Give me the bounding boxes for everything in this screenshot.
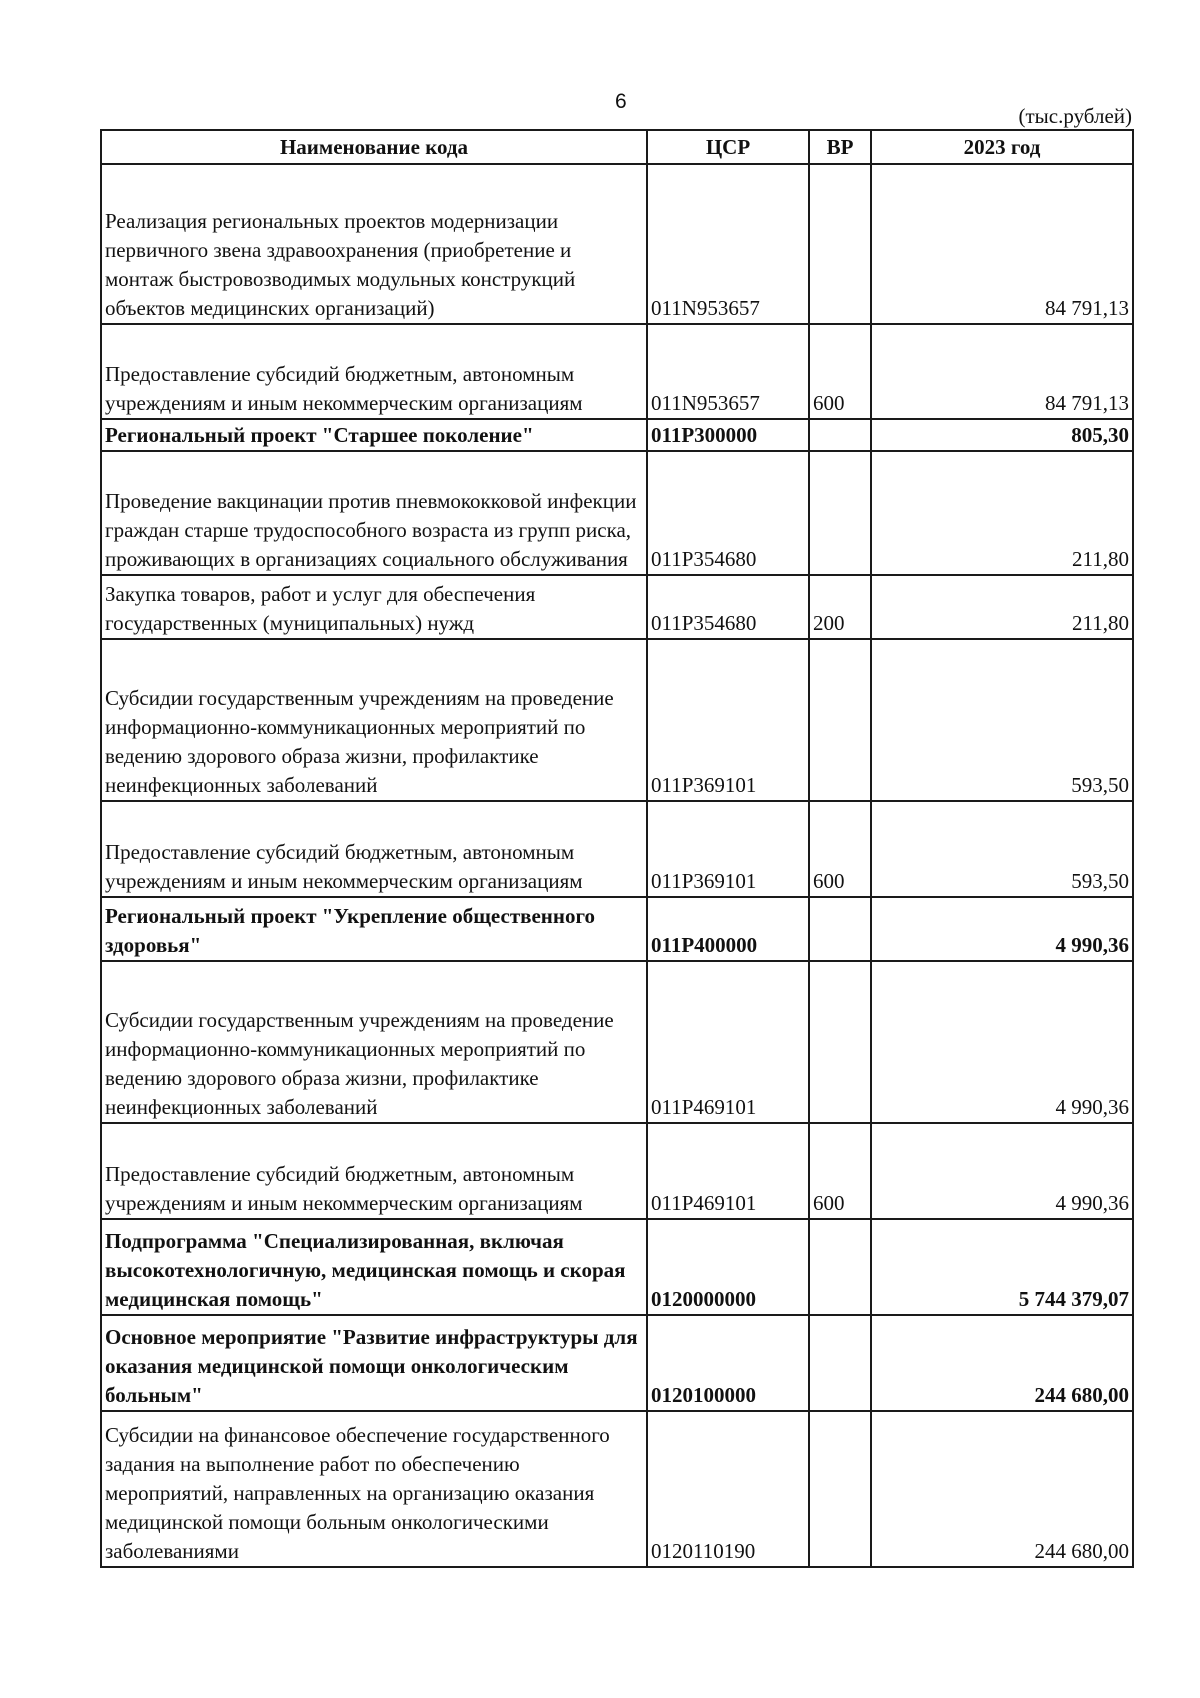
row-vr bbox=[809, 961, 871, 1123]
table-row bbox=[101, 451, 1133, 575]
row-vr: 600 bbox=[809, 801, 871, 897]
row-name: Предоставление субсидий бюджетным, автономным учреждениям и иным некоммерческим организациям bbox=[101, 324, 647, 419]
table-row bbox=[101, 1411, 1133, 1567]
row-amount: 211,80 bbox=[871, 451, 1133, 575]
row-amount: 593,50 bbox=[871, 801, 1133, 897]
row-amount: 244 680,00 bbox=[871, 1411, 1133, 1567]
row-csr: 0120110190 bbox=[647, 1411, 809, 1567]
header-vr: ВР bbox=[809, 130, 871, 164]
row-vr: 600 bbox=[809, 324, 871, 419]
header-year: 2023 год bbox=[871, 130, 1133, 164]
row-vr bbox=[809, 1219, 871, 1315]
row-vr bbox=[809, 164, 871, 324]
row-name: Региональный проект "Старшее поколение" bbox=[101, 419, 647, 451]
table-row bbox=[101, 897, 1133, 961]
row-name: Основное мероприятие "Развитие инфраструктуры для оказания медицинской помощи онкологическим больным" bbox=[101, 1315, 647, 1411]
row-vr: 200 bbox=[809, 575, 871, 639]
table-body bbox=[101, 164, 1133, 1567]
row-amount: 211,80 bbox=[871, 575, 1133, 639]
row-name: Предоставление субсидий бюджетным, автономным учреждениям и иным некоммерческим организациям bbox=[101, 801, 647, 897]
row-amount: 84 791,13 bbox=[871, 164, 1133, 324]
budget-table bbox=[100, 129, 1134, 1568]
row-name: Региональный проект "Укрепление общественного здоровья" bbox=[101, 897, 647, 961]
row-amount: 805,30 bbox=[871, 419, 1133, 451]
row-name: Реализация региональных проектов модернизации первичного звена здравоохранения (приобретение и монтаж быстровозводимых модульных конструкций объектов медицинских организаций) bbox=[101, 164, 647, 324]
row-csr: 011P300000 bbox=[647, 419, 809, 451]
row-csr: 011P369101 bbox=[647, 801, 809, 897]
row-amount: 4 990,36 bbox=[871, 961, 1133, 1123]
row-csr: 011P354680 bbox=[647, 575, 809, 639]
row-csr: 011P354680 bbox=[647, 451, 809, 575]
row-name: Субсидии государственным учреждениям на проведение информационно-коммуникационных мероприятий по ведению здорового образа жизни, профилактике неинфекционных заболеваний bbox=[101, 639, 647, 801]
row-name: Субсидии государственным учреждениям на проведение информационно-коммуникационных мероприятий по ведению здорового образа жизни, профилактике неинфекционных заболеваний bbox=[101, 961, 647, 1123]
row-vr bbox=[809, 897, 871, 961]
row-vr: 600 bbox=[809, 1123, 871, 1219]
row-amount: 84 791,13 bbox=[871, 324, 1133, 419]
row-vr bbox=[809, 1411, 871, 1567]
table-row bbox=[101, 1315, 1133, 1411]
table-row bbox=[101, 961, 1133, 1123]
row-csr: 011P400000 bbox=[647, 897, 809, 961]
row-csr: 011P469101 bbox=[647, 961, 809, 1123]
table-row bbox=[101, 324, 1133, 419]
table-row bbox=[101, 164, 1133, 324]
units-label: (тыс.рублей) bbox=[1018, 104, 1132, 128]
row-amount: 593,50 bbox=[871, 639, 1133, 801]
row-csr: 0120100000 bbox=[647, 1315, 809, 1411]
table-row bbox=[101, 1123, 1133, 1219]
row-amount: 244 680,00 bbox=[871, 1315, 1133, 1411]
row-csr: 011N953657 bbox=[647, 164, 809, 324]
row-name: Закупка товаров, работ и услуг для обеспечения государственных (муниципальных) нужд bbox=[101, 575, 647, 639]
header-name: Наименование кода bbox=[101, 130, 647, 164]
header-csr: ЦСР bbox=[647, 130, 809, 164]
row-csr: 011P369101 bbox=[647, 639, 809, 801]
row-name: Предоставление субсидий бюджетным, автономным учреждениям и иным некоммерческим организациям bbox=[101, 1123, 647, 1219]
row-name: Подпрограмма "Специализированная, включая высокотехнологичную, медицинская помощь и скорая медицинская помощь" bbox=[101, 1219, 647, 1315]
row-csr: 011P469101 bbox=[647, 1123, 809, 1219]
page-number: 6 bbox=[615, 90, 627, 113]
row-amount: 4 990,36 bbox=[871, 1123, 1133, 1219]
row-vr bbox=[809, 451, 871, 575]
row-amount: 5 744 379,07 bbox=[871, 1219, 1133, 1315]
table-row bbox=[101, 639, 1133, 801]
table-header-row bbox=[101, 130, 1133, 164]
row-amount: 4 990,36 bbox=[871, 897, 1133, 961]
table-row bbox=[101, 575, 1133, 639]
table-row bbox=[101, 801, 1133, 897]
row-name: Субсидии на финансовое обеспечение государственного задания на выполнение работ по обеспечению мероприятий, направленных на организацию оказания медицинской помощи больным онкологическими заболеваниями bbox=[101, 1411, 647, 1567]
table-row bbox=[101, 419, 1133, 451]
row-vr bbox=[809, 1315, 871, 1411]
table-row bbox=[101, 1219, 1133, 1315]
row-vr bbox=[809, 639, 871, 801]
row-csr: 011N953657 bbox=[647, 324, 809, 419]
row-name: Проведение вакцинации против пневмококковой инфекции граждан старше трудоспособного возраста из групп риска, проживающих в организациях социального обслуживания bbox=[101, 451, 647, 575]
row-csr: 0120000000 bbox=[647, 1219, 809, 1315]
row-vr bbox=[809, 419, 871, 451]
